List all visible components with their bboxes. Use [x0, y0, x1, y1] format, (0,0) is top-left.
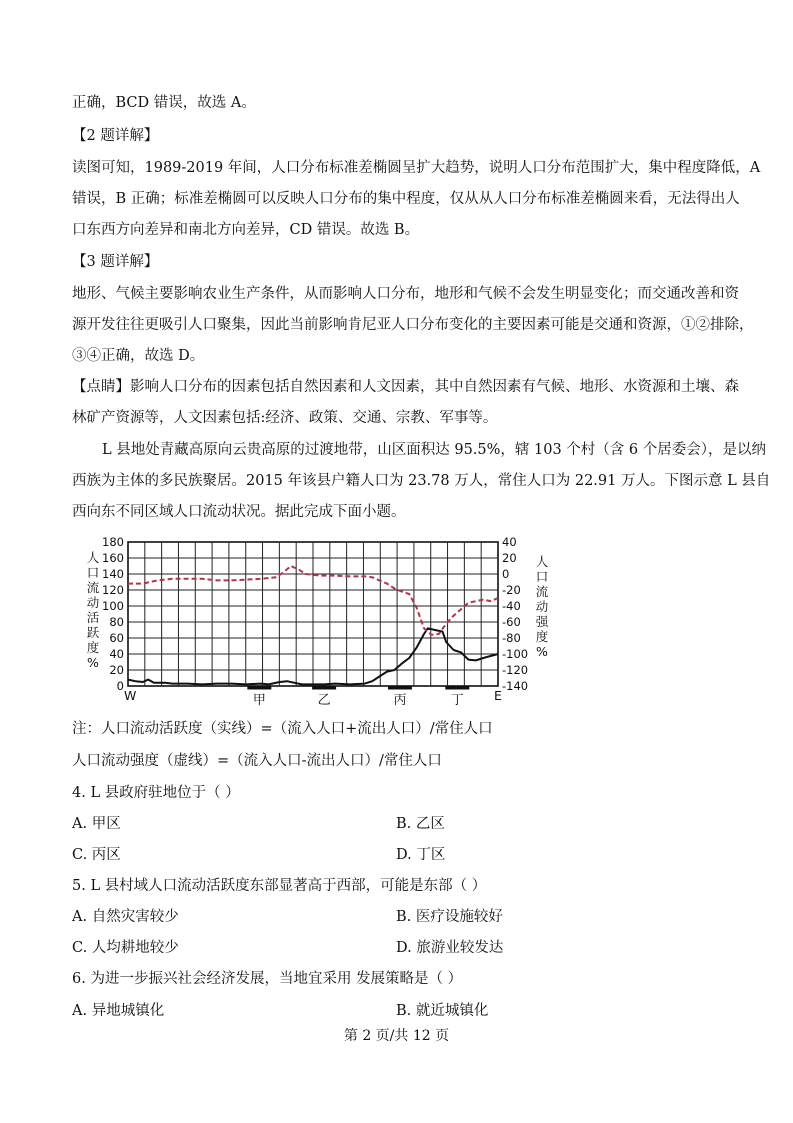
option: A. 异地城镇化 — [72, 1003, 165, 1019]
text-line: 地形、气候主要影响农业生产条件，从而影响人口分布，地形和气候不会发生明显变化；而交通改善和资 — [72, 286, 739, 302]
left-tick-label: 140 — [102, 567, 124, 581]
x-end-label-west: W — [124, 688, 137, 703]
option: C. 丙区 — [72, 847, 121, 863]
left-tick-label: 0 — [116, 679, 124, 693]
right-tick-label: 40 — [502, 535, 517, 549]
right-axis-label: 强 — [535, 614, 549, 629]
left-axis-label: 人 — [86, 550, 100, 565]
left-axis-label: 口 — [86, 565, 100, 580]
left-axis-label: % — [87, 655, 99, 670]
text-line: 正确，BCD 错误，故选 A。 — [72, 95, 256, 111]
x-end-label-east: E — [494, 688, 502, 703]
zone-label: 丁 — [450, 693, 464, 708]
right-tick-label: -20 — [502, 583, 521, 597]
passage-line: 西向东不同区域人口流动状况。据此完成下面小题。 — [72, 504, 406, 520]
option: B. 医疗设施较好 — [396, 909, 503, 925]
right-tick-label: -140 — [502, 679, 529, 693]
left-tick-label: 60 — [109, 631, 124, 645]
tip-line: 林矿产资源等，人文因素包括:经济、政策、交通、宗教、军事等。 — [72, 410, 498, 426]
option: B. 就近城镇化 — [396, 1003, 489, 1019]
right-tick-label: -40 — [502, 599, 521, 613]
passage-line: L 县地处青藏高原向云贵高原的过渡地带，山区面积达 95.5%，辖 103 个村（含 6 个居委会），是以纳 — [102, 442, 766, 458]
option: A. 自然灾害较少 — [72, 909, 179, 925]
text-line: 口东西方向差异和南北方向差异，CD 错误。故选 B。 — [72, 222, 420, 238]
left-tick-label: 120 — [102, 583, 124, 597]
left-tick-label: 80 — [109, 615, 124, 629]
option: B. 乙区 — [396, 816, 445, 832]
text-line: ③④正确，故选 D。 — [72, 348, 205, 364]
right-axis-label: 动 — [535, 599, 549, 614]
question-stem: 6. 为进一步振兴社会经济发展，当地宜采用 发展策略是（ ） — [72, 971, 463, 987]
chart-note: 注：人口流动活跃度（实线）=（流入人口+流出人口）/常住人口 — [72, 721, 493, 737]
right-tick-label: 20 — [502, 551, 517, 565]
zone-label: 甲 — [252, 693, 266, 708]
option: A. 甲区 — [72, 816, 121, 832]
right-axis-label: 流 — [535, 584, 549, 599]
right-axis-label: 人 — [535, 554, 549, 569]
right-tick-label: -100 — [502, 647, 529, 661]
left-axis-label: 流 — [86, 580, 100, 595]
section-heading: 【3 题详解】 — [72, 254, 159, 270]
text-line: 源开发往往更吸引人口聚集，因此当前影响肯尼亚人口分布变化的主要因素可能是交通和资源，①②排除， — [72, 317, 754, 333]
population-flow-chart — [80, 530, 550, 710]
right-tick-label: 0 — [502, 567, 510, 581]
right-axis-label: 口 — [535, 569, 549, 584]
tip-line: 【点睛】影响人口分布的因素包括自然因素和人文因素，其中自然因素有气候、地形、水资源和土壤、森 — [72, 379, 739, 395]
left-tick-label: 100 — [102, 599, 124, 613]
left-axis-label: 动 — [86, 595, 100, 610]
page-footer: 第 2 页/共 12 页 — [343, 1028, 450, 1044]
option: D. 丁区 — [396, 847, 446, 863]
zone-label: 丙 — [393, 693, 407, 708]
right-tick-label: -120 — [502, 663, 529, 677]
left-tick-label: 40 — [109, 647, 124, 661]
right-axis-label: 度 — [535, 629, 549, 644]
question-stem: 4. L 县政府驻地位于（ ） — [72, 785, 240, 801]
left-axis-label: 活 — [86, 610, 100, 625]
question-stem: 5. L 县村域人口流动活跃度东部显著高于西部，可能是东部（ ） — [72, 878, 487, 894]
text-line: 读图可知，1989-2019 年间，人口分布标准差椭圆呈扩大趋势，说明人口分布范围扩大，集中程度降低，A — [72, 160, 761, 176]
option: D. 旅游业较发达 — [396, 940, 504, 956]
right-axis-label: % — [536, 644, 548, 659]
zone-label: 乙 — [317, 693, 331, 708]
left-axis-label: 跃 — [86, 625, 100, 640]
passage-line: 西族为主体的多民族聚居。2015 年该县户籍人口为 23.78 万人，常住人口为 22.91 万人。下图示意 L 县自 — [72, 473, 771, 489]
left-tick-label: 180 — [102, 535, 124, 549]
section-heading: 【2 题详解】 — [72, 128, 159, 144]
right-tick-label: -80 — [502, 631, 521, 645]
chart-note: 人口流动强度（虚线）=（流入人口-流出人口）/常住人口 — [72, 753, 442, 769]
left-tick-label: 20 — [109, 663, 124, 677]
text-line: 错误，B 正确；标准差椭圆可以反映人口分布的集中程度，仅从从人口分布标准差椭圆来看，无法得出人 — [72, 191, 740, 207]
option: C. 人均耕地较少 — [72, 940, 179, 956]
left-tick-label: 160 — [102, 551, 124, 565]
left-axis-label: 度 — [86, 640, 100, 655]
right-tick-label: -60 — [502, 615, 521, 629]
